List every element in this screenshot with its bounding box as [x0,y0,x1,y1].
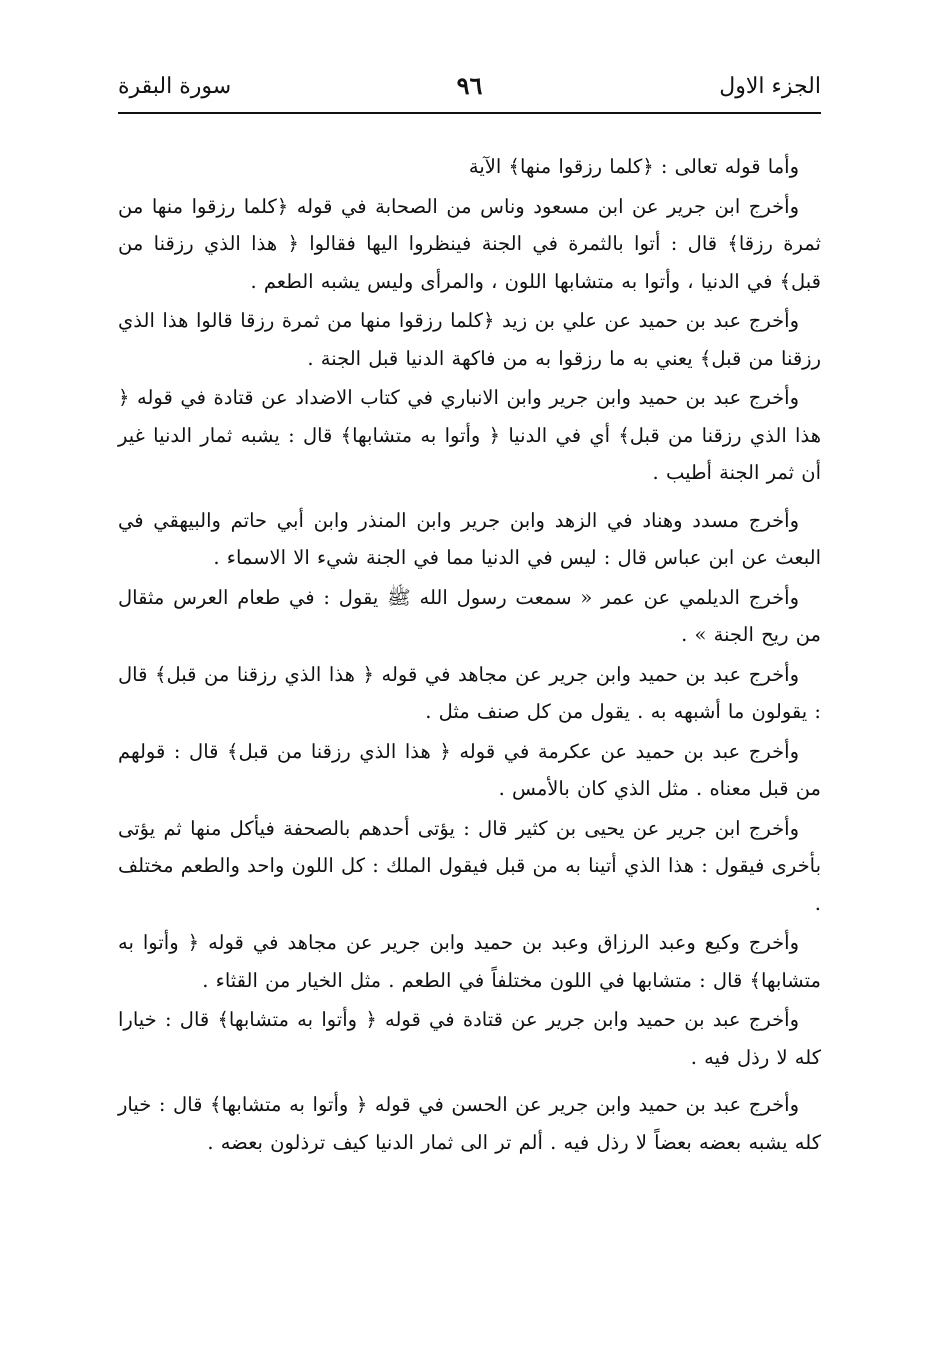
paragraph: وأخرج الديلمي عن عمر « سمعت رسول الله ﷺ يقول : في طعام العرس مثقال من ريح الجنة » . [118,585,821,646]
paragraph: وأخرج وكيع وعبد الرزاق وعبد بن حميد وابن جرير عن مجاهد في قوله ﴿ وأتوا به متشابها﴾ قال : متشابها في اللون مختلفاً في الطعم . مثل الخيار من القثاء . [118,931,821,992]
surah-title: سورة البقرة [118,74,232,99]
paragraph: وأخرج عبد بن حميد وابن جرير عن الحسن في قوله ﴿ وأتوا به متشابها﴾ قال : خيار كله يشبه بعضه بعضاً لا رذل فيه . ألم تر الى ثمار الدنيا كيف ترذلون بعضه . [118,1093,821,1154]
page-number: ٩٦ [456,71,483,100]
paragraph: وأخرج عبد بن حميد وابن جرير وابن الانباري في كتاب الاضداد عن قتادة في قوله ﴿ هذا الذي رزقنا من قبل﴾ أي في الدنيا ﴿ وأتوا به متشابها﴾ قال : يشبه ثمار الدنيا غير أن ثمر الجنة أطيب . [118,386,821,484]
paragraph: وأخرج عبد بن حميد وابن جرير عن مجاهد في قوله ﴿ هذا الذي رزقنا من قبل﴾ قال : يقولون ما أشبهه به . يقول من كل صنف مثل . [118,662,821,723]
paragraph: وأما قوله تعالى : ﴿كلما رزقوا منها﴾ الآية [468,155,799,178]
part-title: الجزء الاول [719,74,821,99]
paragraph: وأخرج عبد بن حميد عن عكرمة في قوله ﴿ هذا الذي رزقنا من قبل﴾ قال : قولهم من قبل معناه . مثل الذي كان بالأمس . [118,739,821,800]
page-body [118,148,821,1161]
paragraph: وأخرج عبد بن حميد وابن جرير عن قتادة في قوله ﴿ وأتوا به متشابها﴾ قال : خيارا كله لا رذل فيه . [118,1008,821,1069]
paragraph: وأخرج ابن جرير عن ابن مسعود وناس من الصحابة في قوله ﴿كلما رزقوا منها من ثمرة رزقا﴾ قال : أتوا بالثمرة في الجنة فينظروا اليها فقالوا ﴿ هذا الذي رزقنا من قبل﴾ في الدنيا ، وأتوا به متشابها اللون ، والمرأى وليس يشبه الطعم . [118,194,821,293]
paragraph: وأخرج ابن جرير عن يحيى بن كثير قال : يؤتى أحدهم بالصحفة فيأكل منها ثم يؤتى بأخرى فيقول : هذا الذي أتينا به من قبل فيقول الملك : كل اللون واحد والطعم مختلف . [118,816,821,915]
running-header [118,62,821,114]
paragraph: وأخرج عبد بن حميد عن علي بن زيد ﴿كلما رزقوا منها من ثمرة رزقا قالوا هذا الذي رزقنا من قبل﴾ يعني به ما رزقوا به من فاكهة الدنيا قبل الجنة . [118,309,821,370]
paragraph: وأخرج مسدد وهناد في الزهد وابن جرير وابن المنذر وابن أبي حاتم والبيهقي في البعث عن ابن عباس قال : ليس في الدنيا مما في الجنة شيء الا الاسماء . [118,508,821,569]
